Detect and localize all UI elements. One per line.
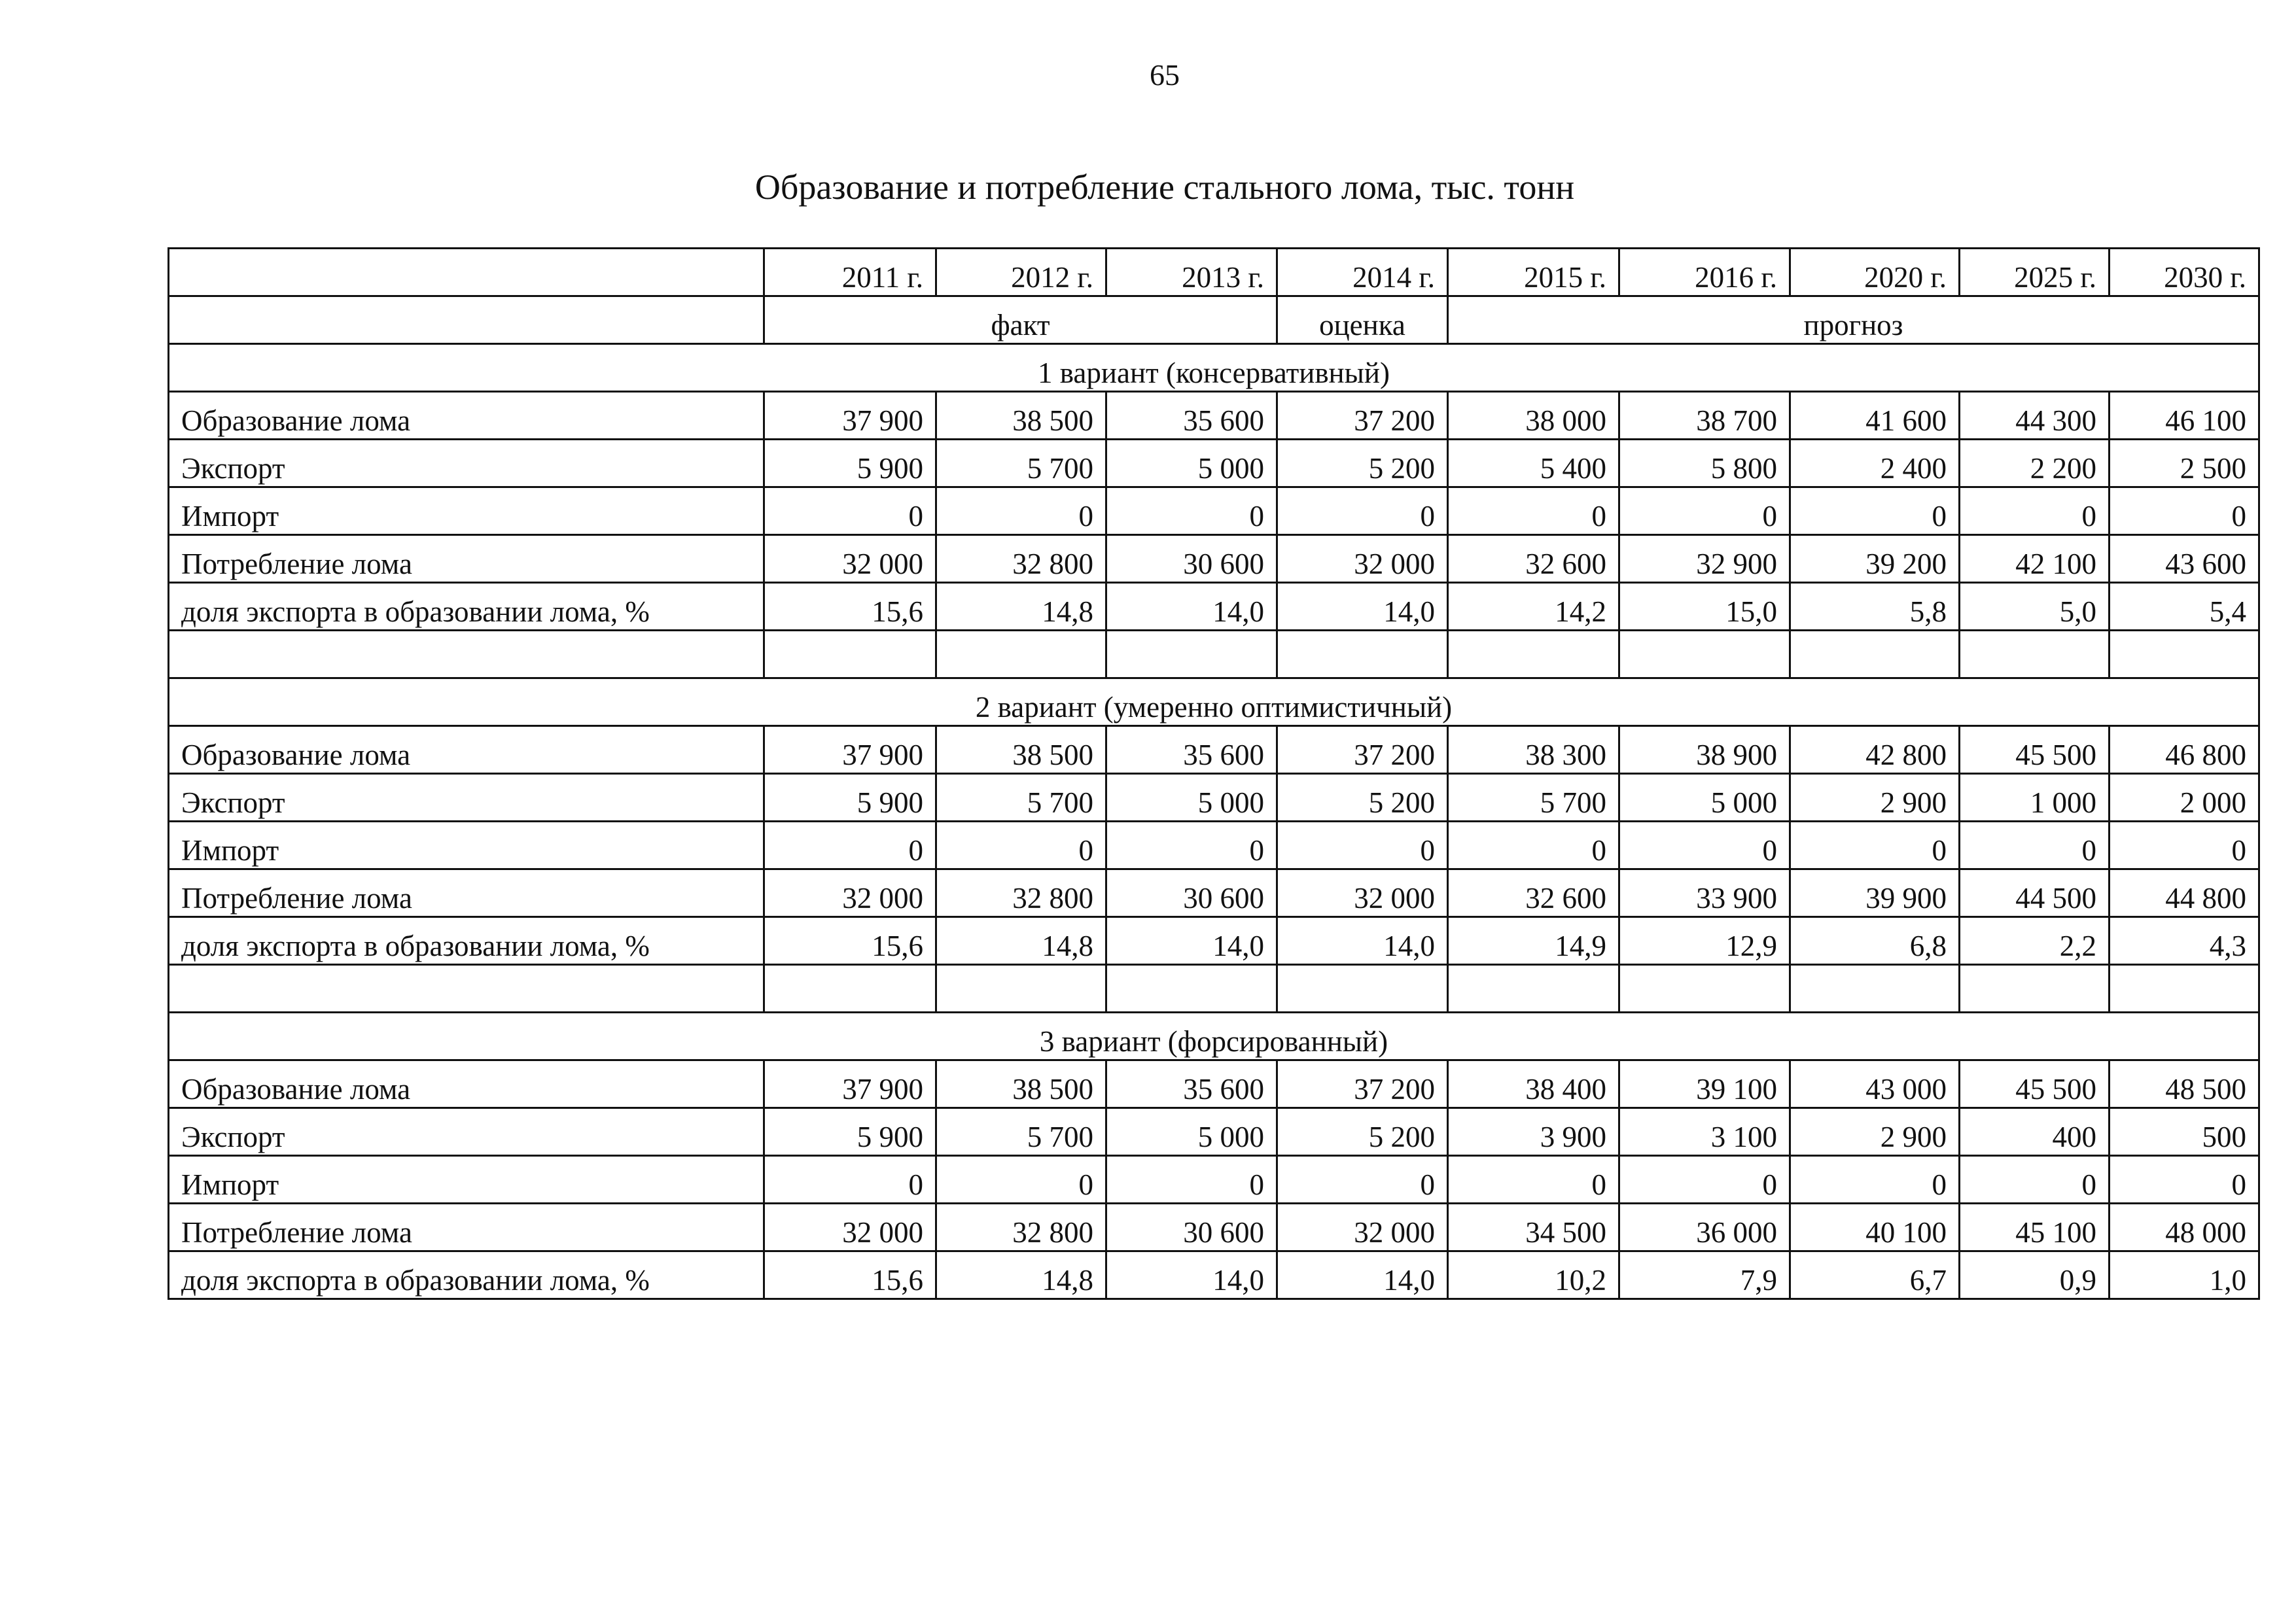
value-cell: 0 (1277, 487, 1448, 535)
value-cell: 44 500 (1960, 869, 2110, 917)
value-cell: 0 (1619, 1156, 1790, 1204)
year-header-cell: 2015 г. (1448, 249, 1619, 296)
table-row (169, 440, 2259, 487)
value-cell: 38 500 (936, 726, 1106, 774)
value-cell: 38 300 (1448, 726, 1619, 774)
value-cell: 5,8 (1790, 583, 1960, 631)
variant-header-row (169, 344, 2259, 392)
empty-cell (2110, 631, 2259, 678)
value-cell: 14,0 (1277, 917, 1448, 965)
header-corner-cell (169, 296, 764, 344)
value-cell: 5,0 (1960, 583, 2110, 631)
value-cell: 44 800 (2110, 869, 2259, 917)
table-row (169, 1251, 2259, 1299)
variant-title-cell: 1 вариант (консервативный) (169, 344, 2259, 392)
value-cell: 0 (936, 1156, 1106, 1204)
row-label-cell: доля экспорта в образовании лома, % (169, 583, 764, 631)
value-cell: 2 500 (2110, 440, 2259, 487)
value-cell: 5 200 (1277, 440, 1448, 487)
row-label-cell: Образование лома (169, 392, 764, 440)
value-cell: 5 700 (936, 1108, 1106, 1156)
table-row (169, 822, 2259, 869)
table-row (169, 392, 2259, 440)
value-cell: 14,9 (1448, 917, 1619, 965)
year-header-cell: 2014 г. (1277, 249, 1448, 296)
value-cell: 0 (2110, 822, 2259, 869)
value-cell: 35 600 (1106, 1060, 1277, 1108)
value-cell: 32 000 (764, 1204, 936, 1251)
value-cell: 14,0 (1277, 583, 1448, 631)
empty-cell (1448, 631, 1619, 678)
table-row (169, 726, 2259, 774)
table-row (169, 1060, 2259, 1108)
value-cell: 0 (936, 487, 1106, 535)
variant-title-cell: 2 вариант (умеренно оптимистичный) (169, 678, 2259, 726)
value-cell: 42 800 (1790, 726, 1960, 774)
year-header-cell: 2013 г. (1106, 249, 1277, 296)
row-label-cell: Потребление лома (169, 869, 764, 917)
empty-cell (1790, 631, 1960, 678)
value-cell: 6,7 (1790, 1251, 1960, 1299)
value-cell: 45 500 (1960, 1060, 2110, 1108)
value-cell: 48 500 (2110, 1060, 2259, 1108)
value-cell: 2 200 (1960, 440, 2110, 487)
value-cell: 0 (1277, 1156, 1448, 1204)
value-cell: 2 400 (1790, 440, 1960, 487)
value-cell: 1 000 (1960, 774, 2110, 822)
value-cell: 5 700 (936, 774, 1106, 822)
row-label-cell: Экспорт (169, 1108, 764, 1156)
value-cell: 0 (1448, 1156, 1619, 1204)
value-cell: 45 100 (1960, 1204, 2110, 1251)
row-label-cell: Импорт (169, 487, 764, 535)
value-cell: 14,8 (936, 917, 1106, 965)
value-cell: 0 (764, 822, 936, 869)
value-cell: 0 (1106, 1156, 1277, 1204)
value-cell: 30 600 (1106, 1204, 1277, 1251)
value-cell: 43 000 (1790, 1060, 1960, 1108)
spacer-row (169, 965, 2259, 1013)
year-header-cell: 2025 г. (1960, 249, 2110, 296)
value-cell: 32 900 (1619, 535, 1790, 583)
value-cell: 500 (2110, 1108, 2259, 1156)
value-cell: 32 000 (764, 869, 936, 917)
value-cell: 0 (2110, 1156, 2259, 1204)
empty-cell (1106, 965, 1277, 1013)
value-cell: 41 600 (1790, 392, 1960, 440)
table-row (169, 535, 2259, 583)
value-cell: 15,6 (764, 917, 936, 965)
value-cell: 32 000 (1277, 535, 1448, 583)
spacer-row (169, 631, 2259, 678)
table-row (169, 487, 2259, 535)
value-cell: 37 900 (764, 1060, 936, 1108)
value-cell: 5 000 (1106, 440, 1277, 487)
empty-cell (1277, 631, 1448, 678)
value-cell: 32 000 (1277, 1204, 1448, 1251)
value-cell: 5 400 (1448, 440, 1619, 487)
variant-header-row (169, 1013, 2259, 1060)
table-row (169, 1156, 2259, 1204)
value-cell: 32 800 (936, 535, 1106, 583)
period-header-row (169, 296, 2259, 344)
value-cell: 32 000 (1277, 869, 1448, 917)
empty-cell (1619, 631, 1790, 678)
value-cell: 0 (1277, 822, 1448, 869)
row-label-cell: Импорт (169, 1156, 764, 1204)
value-cell: 38 400 (1448, 1060, 1619, 1108)
value-cell: 0 (1448, 487, 1619, 535)
value-cell: 38 500 (936, 1060, 1106, 1108)
value-cell: 40 100 (1790, 1204, 1960, 1251)
value-cell: 30 600 (1106, 535, 1277, 583)
value-cell: 39 100 (1619, 1060, 1790, 1108)
empty-cell (2110, 965, 2259, 1013)
empty-cell (1448, 965, 1619, 1013)
value-cell: 38 900 (1619, 726, 1790, 774)
value-cell: 2 900 (1790, 1108, 1960, 1156)
year-header-cell: 2030 г. (2110, 249, 2259, 296)
value-cell: 0 (1619, 822, 1790, 869)
document-title: Образование и потребление стального лома, тыс. тонн (754, 167, 1575, 207)
value-cell: 400 (1960, 1108, 2110, 1156)
row-label-cell: Импорт (169, 822, 764, 869)
value-cell: 5 000 (1106, 1108, 1277, 1156)
value-cell: 14,2 (1448, 583, 1619, 631)
value-cell: 5,4 (2110, 583, 2259, 631)
value-cell: 0 (764, 487, 936, 535)
empty-cell (169, 631, 764, 678)
scrap-table (168, 247, 2260, 1300)
value-cell: 0 (1619, 487, 1790, 535)
value-cell: 44 300 (1960, 392, 2110, 440)
value-cell: 10,2 (1448, 1251, 1619, 1299)
empty-cell (1277, 965, 1448, 1013)
period-fact-cell: факт (764, 296, 1277, 344)
year-header-cell: 2011 г. (764, 249, 936, 296)
period-forecast-cell: прогноз (1448, 296, 2259, 344)
value-cell: 1,0 (2110, 1251, 2259, 1299)
value-cell: 0 (1448, 822, 1619, 869)
value-cell: 14,8 (936, 583, 1106, 631)
empty-cell (764, 631, 936, 678)
value-cell: 14,0 (1106, 583, 1277, 631)
value-cell: 15,0 (1619, 583, 1790, 631)
value-cell: 32 800 (936, 869, 1106, 917)
value-cell: 2 000 (2110, 774, 2259, 822)
value-cell: 5 900 (764, 440, 936, 487)
value-cell: 37 200 (1277, 726, 1448, 774)
row-label-cell: Потребление лома (169, 1204, 764, 1251)
value-cell: 0 (1790, 822, 1960, 869)
value-cell: 30 600 (1106, 869, 1277, 917)
value-cell: 38 000 (1448, 392, 1619, 440)
value-cell: 5 700 (1448, 774, 1619, 822)
table-row (169, 774, 2259, 822)
empty-cell (764, 965, 936, 1013)
value-cell: 5 200 (1277, 1108, 1448, 1156)
empty-cell (169, 965, 764, 1013)
value-cell: 14,0 (1106, 1251, 1277, 1299)
value-cell: 37 200 (1277, 392, 1448, 440)
value-cell: 5 700 (936, 440, 1106, 487)
value-cell: 7,9 (1619, 1251, 1790, 1299)
empty-cell (1960, 631, 2110, 678)
empty-cell (1960, 965, 2110, 1013)
empty-cell (1106, 631, 1277, 678)
value-cell: 5 900 (764, 1108, 936, 1156)
value-cell: 48 000 (2110, 1204, 2259, 1251)
value-cell: 43 600 (2110, 535, 2259, 583)
value-cell: 37 900 (764, 726, 936, 774)
variant-title-cell: 3 вариант (форсированный) (169, 1013, 2259, 1060)
value-cell: 0 (1960, 1156, 2110, 1204)
value-cell: 33 900 (1619, 869, 1790, 917)
row-label-cell: доля экспорта в образовании лома, % (169, 917, 764, 965)
value-cell: 2,2 (1960, 917, 2110, 965)
value-cell: 32 800 (936, 1204, 1106, 1251)
value-cell: 46 800 (2110, 726, 2259, 774)
row-label-cell: Образование лома (169, 726, 764, 774)
table-row (169, 1108, 2259, 1156)
value-cell: 39 900 (1790, 869, 1960, 917)
row-label-cell: Экспорт (169, 774, 764, 822)
value-cell: 0 (2110, 487, 2259, 535)
period-estimate-cell: оценка (1277, 296, 1448, 344)
header-corner-cell (169, 249, 764, 296)
page-number: 65 (1150, 58, 1180, 92)
value-cell: 0 (1960, 487, 2110, 535)
value-cell: 15,6 (764, 1251, 936, 1299)
row-label-cell: Потребление лома (169, 535, 764, 583)
value-cell: 3 100 (1619, 1108, 1790, 1156)
value-cell: 35 600 (1106, 726, 1277, 774)
value-cell: 5 800 (1619, 440, 1790, 487)
value-cell: 0 (1790, 1156, 1960, 1204)
value-cell: 0 (764, 1156, 936, 1204)
value-cell: 14,8 (936, 1251, 1106, 1299)
value-cell: 34 500 (1448, 1204, 1619, 1251)
value-cell: 0 (1106, 822, 1277, 869)
empty-cell (1790, 965, 1960, 1013)
value-cell: 36 000 (1619, 1204, 1790, 1251)
value-cell: 0 (1106, 487, 1277, 535)
table-row (169, 1204, 2259, 1251)
value-cell: 32 600 (1448, 869, 1619, 917)
value-cell: 0 (936, 822, 1106, 869)
value-cell: 14,0 (1106, 917, 1277, 965)
row-label-cell: Экспорт (169, 440, 764, 487)
value-cell: 0 (1960, 822, 2110, 869)
value-cell: 37 200 (1277, 1060, 1448, 1108)
value-cell: 2 900 (1790, 774, 1960, 822)
table-row (169, 869, 2259, 917)
year-header-cell: 2020 г. (1790, 249, 1960, 296)
empty-cell (1619, 965, 1790, 1013)
row-label-cell: Образование лома (169, 1060, 764, 1108)
value-cell: 38 500 (936, 392, 1106, 440)
value-cell: 32 000 (764, 535, 936, 583)
value-cell: 38 700 (1619, 392, 1790, 440)
value-cell: 32 600 (1448, 535, 1619, 583)
value-cell: 6,8 (1790, 917, 1960, 965)
value-cell: 5 200 (1277, 774, 1448, 822)
table-row (169, 583, 2259, 631)
value-cell: 37 900 (764, 392, 936, 440)
value-cell: 14,0 (1277, 1251, 1448, 1299)
year-header-cell: 2016 г. (1619, 249, 1790, 296)
year-header-cell: 2012 г. (936, 249, 1106, 296)
empty-cell (936, 631, 1106, 678)
value-cell: 5 000 (1106, 774, 1277, 822)
value-cell: 3 900 (1448, 1108, 1619, 1156)
value-cell: 4,3 (2110, 917, 2259, 965)
year-header-row (169, 249, 2259, 296)
value-cell: 15,6 (764, 583, 936, 631)
value-cell: 35 600 (1106, 392, 1277, 440)
variant-header-row (169, 678, 2259, 726)
value-cell: 5 900 (764, 774, 936, 822)
row-label-cell: доля экспорта в образовании лома, % (169, 1251, 764, 1299)
table-row (169, 917, 2259, 965)
value-cell: 5 000 (1619, 774, 1790, 822)
value-cell: 12,9 (1619, 917, 1790, 965)
empty-cell (936, 965, 1106, 1013)
value-cell: 0 (1790, 487, 1960, 535)
value-cell: 45 500 (1960, 726, 2110, 774)
value-cell: 46 100 (2110, 392, 2259, 440)
value-cell: 42 100 (1960, 535, 2110, 583)
value-cell: 0,9 (1960, 1251, 2110, 1299)
value-cell: 39 200 (1790, 535, 1960, 583)
